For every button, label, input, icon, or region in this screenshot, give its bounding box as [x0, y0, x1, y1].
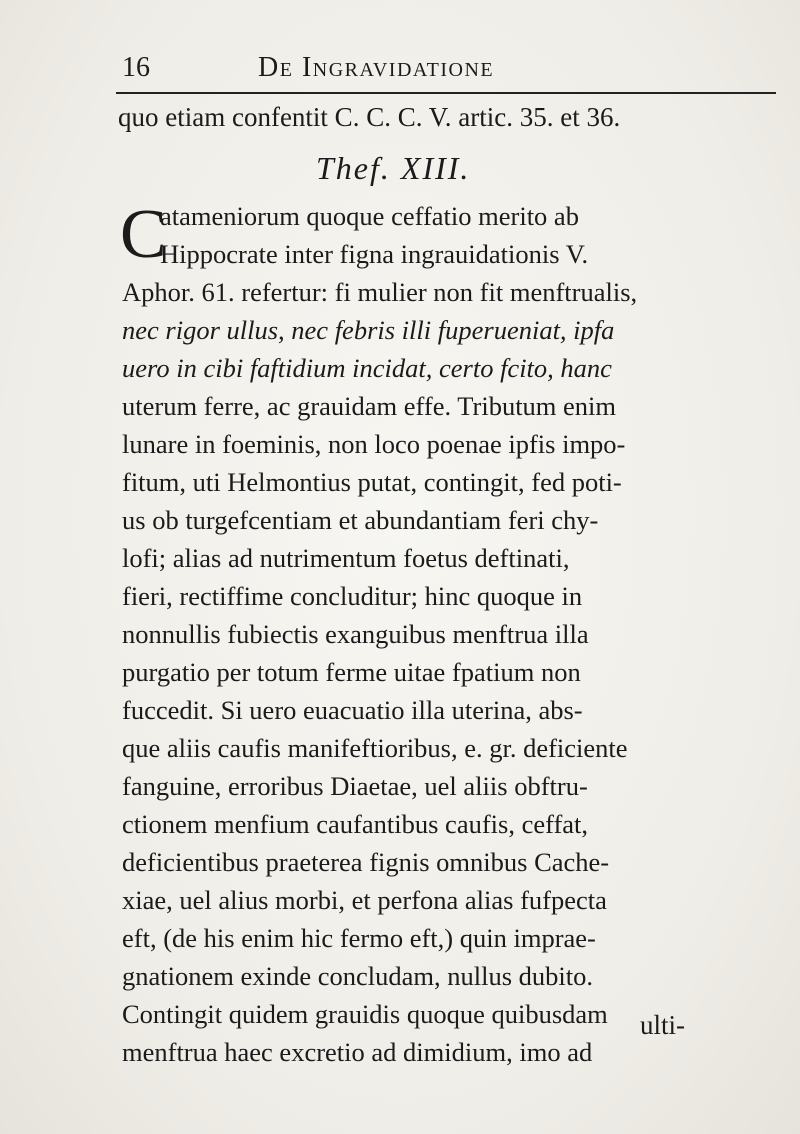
text-line: lunare in foeminis, non loco poenae ipfis impo-	[122, 429, 626, 459]
text-line: Hippocrate inter figna ingrauidationis V.	[160, 239, 589, 269]
page-header	[116, 52, 776, 94]
text-line: fieri, rectiffime concluditur; hinc quoque in	[122, 581, 583, 611]
text-line: eft, (de his enim hic fermo eft,) quin imprae-	[122, 923, 596, 953]
text-line: Aphor. 61. refertur: fi mulier non fit menftrualis,	[122, 277, 638, 307]
text-line: que aliis caufis manifeftioribus, e. gr. deficiente	[122, 733, 628, 763]
thesis-heading: Thef. XIII.	[316, 150, 471, 186]
text-line: atameniorum quoque ceffatio merito ab	[160, 201, 579, 231]
catchword: ulti-	[640, 1010, 685, 1040]
text-line: uterum ferre, ac grauidam effe. Tributum enim	[122, 391, 617, 421]
text-line: gnationem exinde concludam, nullus dubito.	[122, 961, 594, 991]
text-line: fitum, uti Helmontius putat, contingit, fed poti-	[122, 467, 622, 497]
text-line: nec rigor ullus, nec febris illi fuperueniat, ipfa	[122, 315, 615, 345]
text-line: xiae, uel alius morbi, et perfona alias fufpecta	[122, 885, 607, 915]
intro-line: quo etiam confentit C. C. C. V. artic. 35. et 36.	[118, 102, 621, 132]
text-line: menftrua haec excretio ad dimidium, imo ad	[122, 1037, 593, 1067]
text-line: ctionem menfium caufantibus caufis, ceffat,	[122, 809, 589, 839]
intro-text	[118, 98, 758, 136]
page-number: 16	[122, 52, 150, 83]
text-line: fanguine, erroribus Diaetae, uel aliis obftru-	[122, 771, 588, 801]
text-line: deficientibus praeterea fignis omnibus Cache-	[122, 847, 610, 877]
text-line: us ob turgefcentiam et abundantiam feri chy-	[122, 505, 599, 535]
body-text	[122, 198, 772, 1072]
text-line: uero in cibi faftidium incidat, certo fcito, hanc	[122, 353, 612, 383]
text-line: Contingit quidem grauidis quoque quibusdam	[122, 999, 608, 1029]
text-line: lofi; alias ad nutrimentum foetus deftinati,	[122, 543, 570, 573]
text-line: fuccedit. Si uero euacuatio illa uterina, abs-	[122, 695, 583, 725]
text-line: purgatio per totum ferme uitae fpatium non	[122, 657, 581, 687]
running-title: De Ingravidatione	[258, 52, 495, 83]
text-line: nonnullis fubiectis exanguibus menftrua illa	[122, 619, 589, 649]
drop-cap: C	[120, 196, 167, 273]
